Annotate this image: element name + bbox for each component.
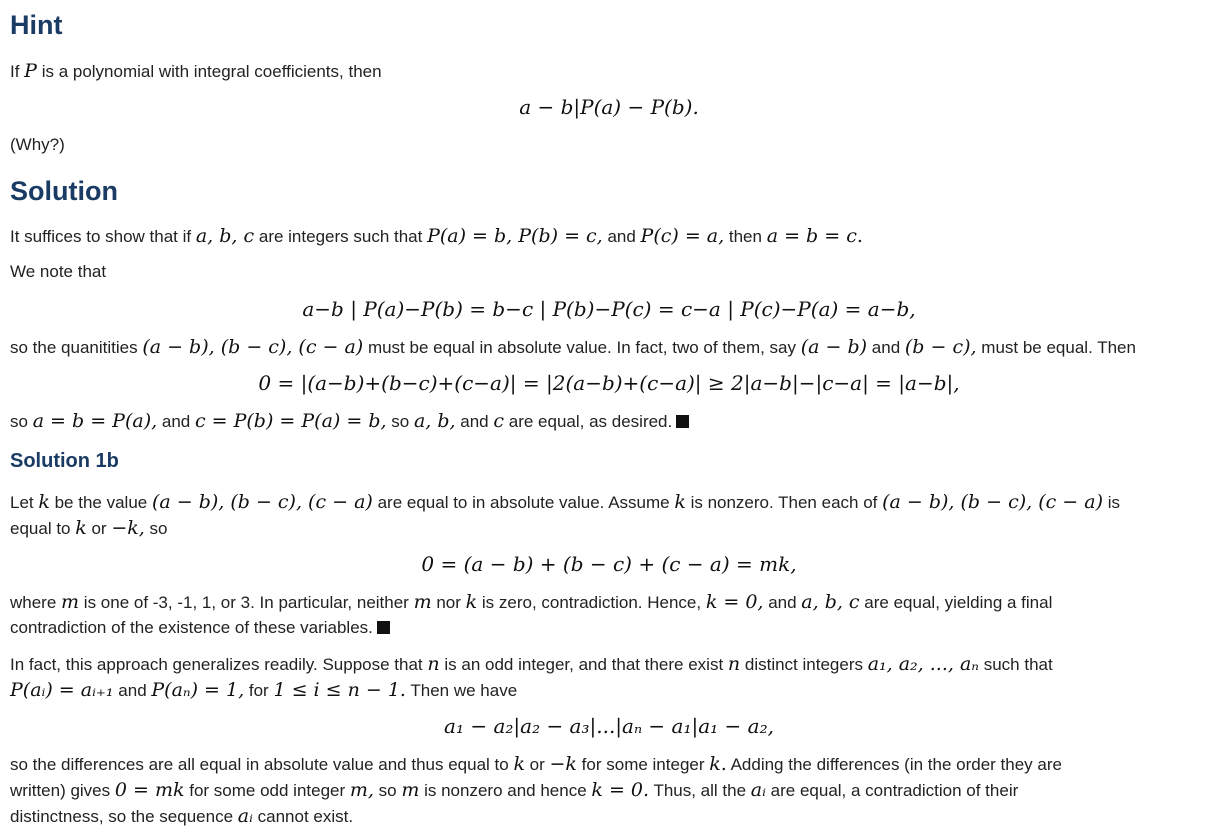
hint-paragraph: If P is a polynomial with integral coefficients, then — [10, 60, 382, 82]
solution-1b-equation-2: a₁ − a₂|a₂ − a₃|...|aₙ − a₁|a₁ − a₂, — [444, 714, 774, 738]
solution-paragraph-1: It suffices to show that if a, b, c are integers such that P(a) = b, P(b) = c, and P(c) = a, then a = b = c. — [10, 225, 863, 247]
solution-1b-paragraph-3: In fact, this approach generalizes readily. Suppose that n is an odd integer, and that there exist n distinct integers a₁, a₂, ..., aₙ such that — [10, 653, 1053, 675]
solution-1b-equation-1: 0 = (a − b) + (b − c) + (c − a) = mk, — [421, 552, 797, 576]
solution-1b-paragraph-2: where m is one of -3, -1, 1, or 3. In particular, neither m nor k is zero, contradiction. Hence, k = 0, and a, b, c are equal, yielding a final — [10, 591, 1053, 613]
solution-1b-paragraph-4-line-3: distinctness, so the sequence aᵢ cannot exist. — [10, 805, 354, 827]
solution-1b-paragraph-2-line-2: contradiction of the existence of these variables. — [10, 615, 390, 641]
solution-1b-heading: Solution 1b — [10, 450, 119, 472]
solution-1b-paragraph-4: so the differences are all equal in absolute value and thus equal to k or −k for some integer k. Adding the differences (in the order they are — [10, 753, 1062, 775]
solution-1b-paragraph-1: Let k be the value (a − b), (b − c), (c − a) are equal to in absolute value. Assume k is nonzero. Then each of (a − b), (b − c), (c − a) is — [10, 491, 1121, 513]
solution-equation-1: a−b | P(a)−P(b) = b−c | P(b)−P(c) = c−a | P(c)−P(a) = a−b, — [302, 297, 916, 321]
hint-equation: a − b|P(a) − P(b). — [519, 95, 699, 119]
solution-paragraph-2: so the quanitities (a − b), (b − c), (c − a) must be equal in absolute value. In fact, two of them, say (a − b) and (b − c), must be equal. Then — [10, 336, 1136, 358]
solution-1b-paragraph-1-line-2: equal to k or −k, so — [10, 517, 168, 539]
solution-heading: Solution — [10, 176, 118, 206]
solution-equation-2: 0 = |(a−b)+(b−c)+(c−a)| = |2(a−b)+(c−a)| ≥ 2|a−b|−|c−a| = |a−b|, — [258, 371, 960, 395]
qed-square-icon — [676, 415, 689, 428]
solution-1b-paragraph-3-line-2: P(aᵢ) = aᵢ₊₁ and P(aₙ) = 1, for 1 ≤ i ≤ n − 1. Then we have — [10, 679, 518, 701]
hint-why: (Why?) — [10, 135, 65, 154]
solution-note: We note that — [10, 262, 107, 281]
solution-paragraph-3: so a = b = P(a), and c = P(b) = P(a) = b, so a, b, and c are equal, as desired. — [10, 408, 689, 435]
solution-1b-paragraph-4-line-2: written) gives 0 = mk for some odd integer m, so m is nonzero and hence k = 0. Thus, all the aᵢ are equal, a contradiction of their — [10, 779, 1019, 801]
qed-square-icon — [377, 621, 390, 634]
hint-heading: Hint — [10, 10, 63, 40]
